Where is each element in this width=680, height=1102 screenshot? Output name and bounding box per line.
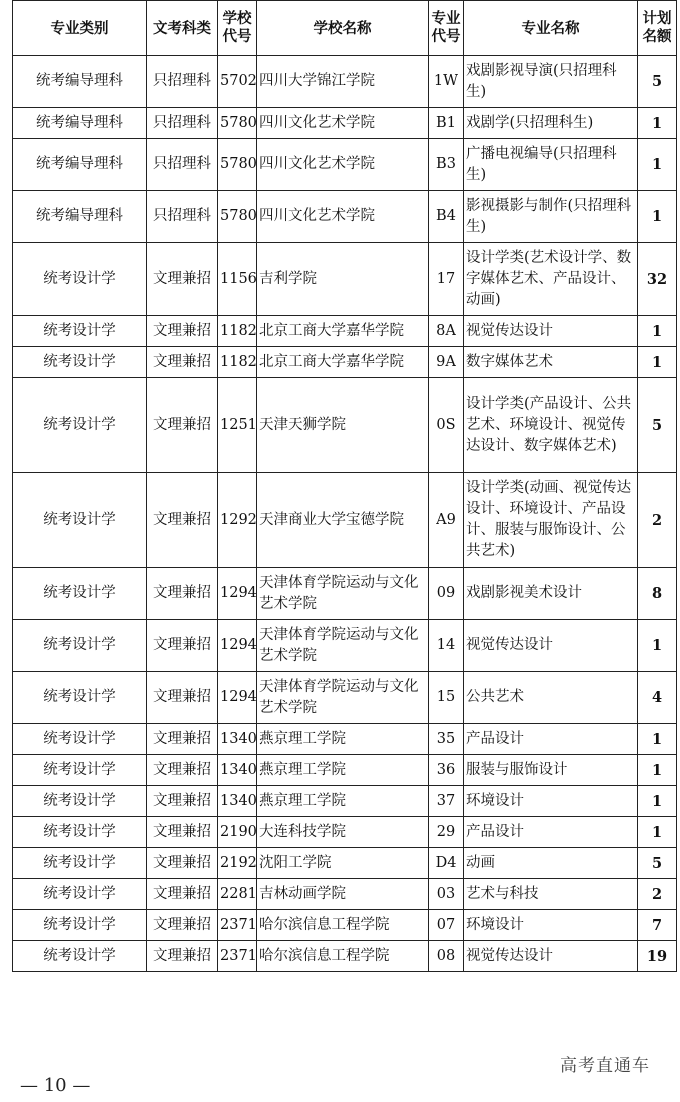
cell-category: 统考设计学 <box>13 848 147 879</box>
cell-major-code: 0S <box>429 378 464 473</box>
cell-school-name: 天津体育学院运动与文化艺术学院 <box>257 620 429 672</box>
cell-major-name: 设计学类(艺术设计学、数字媒体艺术、产品设计、动画) <box>464 243 638 316</box>
cell-school-code: 1182 <box>218 347 257 378</box>
cell-school-code: 2371 <box>218 941 257 972</box>
cell-major-code: 17 <box>429 243 464 316</box>
cell-major-name: 影视摄影与制作(只招理科生) <box>464 191 638 243</box>
page-number: — 10 — <box>20 1075 91 1096</box>
cell-school-name: 天津体育学院运动与文化艺术学院 <box>257 568 429 620</box>
cell-subject: 文理兼招 <box>147 817 218 848</box>
cell-major-name: 服装与服饰设计 <box>464 755 638 786</box>
cell-school-code: 2281 <box>218 879 257 910</box>
cell-subject: 文理兼招 <box>147 941 218 972</box>
cell-major-name: 环境设计 <box>464 786 638 817</box>
cell-subject: 只招理科 <box>147 108 218 139</box>
cell-major-code: 14 <box>429 620 464 672</box>
cell-category: 统考设计学 <box>13 879 147 910</box>
cell-subject: 文理兼招 <box>147 378 218 473</box>
table-row <box>13 378 677 473</box>
cell-quota: 5 <box>638 56 677 108</box>
table-row <box>13 108 677 139</box>
cell-category: 统考设计学 <box>13 724 147 755</box>
cell-category: 统考设计学 <box>13 941 147 972</box>
cell-major-name: 动画 <box>464 848 638 879</box>
cell-quota: 7 <box>638 910 677 941</box>
cell-major-name: 设计学类(产品设计、公共艺术、环境设计、视觉传达设计、数字媒体艺术) <box>464 378 638 473</box>
cell-school-name: 大连科技学院 <box>257 817 429 848</box>
header-category: 专业类别 <box>13 1 147 56</box>
cell-category: 统考设计学 <box>13 316 147 347</box>
cell-major-code: 36 <box>429 755 464 786</box>
cell-major-name: 产品设计 <box>464 817 638 848</box>
table-row <box>13 817 677 848</box>
cell-school-name: 北京工商大学嘉华学院 <box>257 347 429 378</box>
cell-school-name: 哈尔滨信息工程学院 <box>257 941 429 972</box>
cell-category: 统考设计学 <box>13 817 147 848</box>
cell-major-name: 视觉传达设计 <box>464 620 638 672</box>
cell-category: 统考设计学 <box>13 755 147 786</box>
cell-subject: 文理兼招 <box>147 347 218 378</box>
cell-major-code: B3 <box>429 139 464 191</box>
cell-category: 统考设计学 <box>13 786 147 817</box>
cell-category: 统考设计学 <box>13 910 147 941</box>
cell-quota: 5 <box>638 378 677 473</box>
cell-quota: 1 <box>638 139 677 191</box>
source-watermark: 高考直通车 <box>560 1056 650 1076</box>
cell-quota: 5 <box>638 848 677 879</box>
cell-school-name: 吉利学院 <box>257 243 429 316</box>
cell-category: 统考编导理科 <box>13 108 147 139</box>
cell-subject: 文理兼招 <box>147 473 218 568</box>
table-row <box>13 473 677 568</box>
table-row <box>13 724 677 755</box>
cell-quota: 19 <box>638 941 677 972</box>
cell-subject: 文理兼招 <box>147 620 218 672</box>
table-row <box>13 786 677 817</box>
cell-school-name: 四川文化艺术学院 <box>257 191 429 243</box>
cell-subject: 文理兼招 <box>147 755 218 786</box>
cell-school-code: 1294 <box>218 568 257 620</box>
cell-category: 统考设计学 <box>13 347 147 378</box>
cell-school-code: 5780 <box>218 108 257 139</box>
cell-subject: 文理兼招 <box>147 243 218 316</box>
cell-major-code: 37 <box>429 786 464 817</box>
cell-major-code: 29 <box>429 817 464 848</box>
table-row <box>13 848 677 879</box>
cell-quota: 1 <box>638 620 677 672</box>
header-subject: 文考科类 <box>147 1 218 56</box>
cell-quota: 2 <box>638 879 677 910</box>
cell-major-code: 15 <box>429 672 464 724</box>
cell-school-name: 燕京理工学院 <box>257 755 429 786</box>
cell-school-name: 燕京理工学院 <box>257 724 429 755</box>
cell-school-name: 四川文化艺术学院 <box>257 139 429 191</box>
cell-category: 统考设计学 <box>13 672 147 724</box>
cell-quota: 8 <box>638 568 677 620</box>
table-header-row <box>13 1 677 56</box>
cell-major-code: B4 <box>429 191 464 243</box>
cell-major-code: 1W <box>429 56 464 108</box>
table-row <box>13 755 677 786</box>
cell-major-name: 艺术与科技 <box>464 879 638 910</box>
cell-subject: 文理兼招 <box>147 848 218 879</box>
cell-school-code: 2371 <box>218 910 257 941</box>
cell-major-code: 08 <box>429 941 464 972</box>
cell-major-code: 35 <box>429 724 464 755</box>
cell-major-name: 视觉传达设计 <box>464 941 638 972</box>
header-quota: 计划名额 <box>638 1 677 56</box>
cell-major-name: 戏剧影视美术设计 <box>464 568 638 620</box>
cell-major-code: 07 <box>429 910 464 941</box>
table-row <box>13 139 677 191</box>
cell-major-name: 数字媒体艺术 <box>464 347 638 378</box>
cell-school-name: 天津天狮学院 <box>257 378 429 473</box>
cell-school-code: 5780 <box>218 139 257 191</box>
cell-subject: 文理兼招 <box>147 672 218 724</box>
cell-quota: 1 <box>638 191 677 243</box>
cell-school-name: 四川文化艺术学院 <box>257 108 429 139</box>
table-row <box>13 191 677 243</box>
cell-major-name: 公共艺术 <box>464 672 638 724</box>
cell-subject: 文理兼招 <box>147 879 218 910</box>
table-row <box>13 941 677 972</box>
cell-quota: 1 <box>638 755 677 786</box>
table-row <box>13 910 677 941</box>
cell-category: 统考设计学 <box>13 243 147 316</box>
cell-school-name: 天津商业大学宝德学院 <box>257 473 429 568</box>
cell-major-name: 视觉传达设计 <box>464 316 638 347</box>
cell-school-name: 吉林动画学院 <box>257 879 429 910</box>
cell-school-name: 四川大学锦江学院 <box>257 56 429 108</box>
cell-quota: 4 <box>638 672 677 724</box>
cell-subject: 文理兼招 <box>147 724 218 755</box>
cell-quota: 1 <box>638 347 677 378</box>
cell-school-code: 2192 <box>218 848 257 879</box>
cell-quota: 1 <box>638 817 677 848</box>
cell-major-name: 设计学类(动画、视觉传达设计、环境设计、产品设计、服装与服饰设计、公共艺术) <box>464 473 638 568</box>
table-row <box>13 316 677 347</box>
cell-major-name: 广播电视编导(只招理科生) <box>464 139 638 191</box>
cell-major-name: 戏剧学(只招理科生) <box>464 108 638 139</box>
cell-category: 统考编导理科 <box>13 56 147 108</box>
cell-major-code: 09 <box>429 568 464 620</box>
cell-school-code: 1156 <box>218 243 257 316</box>
table-row <box>13 672 677 724</box>
admission-plan-table <box>12 0 677 972</box>
cell-school-name: 燕京理工学院 <box>257 786 429 817</box>
table-row <box>13 620 677 672</box>
cell-major-code: D4 <box>429 848 464 879</box>
cell-school-code: 1182 <box>218 316 257 347</box>
cell-subject: 文理兼招 <box>147 910 218 941</box>
header-school-name: 学校名称 <box>257 1 429 56</box>
cell-school-code: 1294 <box>218 672 257 724</box>
cell-category: 统考编导理科 <box>13 191 147 243</box>
table-row <box>13 879 677 910</box>
cell-school-code: 5780 <box>218 191 257 243</box>
cell-major-name: 环境设计 <box>464 910 638 941</box>
cell-school-code: 1340 <box>218 755 257 786</box>
cell-category: 统考设计学 <box>13 473 147 568</box>
table-row <box>13 243 677 316</box>
table-row <box>13 568 677 620</box>
cell-quota: 1 <box>638 316 677 347</box>
cell-major-code: B1 <box>429 108 464 139</box>
cell-school-code: 2190 <box>218 817 257 848</box>
cell-major-name: 戏剧影视导演(只招理科生) <box>464 56 638 108</box>
cell-school-name: 天津体育学院运动与文化艺术学院 <box>257 672 429 724</box>
cell-subject: 只招理科 <box>147 56 218 108</box>
cell-major-code: 03 <box>429 879 464 910</box>
cell-subject: 文理兼招 <box>147 786 218 817</box>
cell-quota: 1 <box>638 108 677 139</box>
cell-school-name: 哈尔滨信息工程学院 <box>257 910 429 941</box>
cell-quota: 2 <box>638 473 677 568</box>
table-row <box>13 347 677 378</box>
cell-category: 统考编导理科 <box>13 139 147 191</box>
cell-subject: 只招理科 <box>147 191 218 243</box>
cell-subject: 文理兼招 <box>147 316 218 347</box>
cell-school-code: 1294 <box>218 620 257 672</box>
cell-quota: 32 <box>638 243 677 316</box>
cell-subject: 文理兼招 <box>147 568 218 620</box>
cell-category: 统考设计学 <box>13 568 147 620</box>
cell-school-code: 5702 <box>218 56 257 108</box>
header-major-code: 专业代号 <box>429 1 464 56</box>
header-school-code: 学校代号 <box>218 1 257 56</box>
cell-category: 统考设计学 <box>13 378 147 473</box>
table-row <box>13 56 677 108</box>
cell-school-name: 沈阳工学院 <box>257 848 429 879</box>
table-body <box>13 56 677 972</box>
cell-school-code: 1251 <box>218 378 257 473</box>
cell-school-code: 1340 <box>218 724 257 755</box>
cell-major-code: 9A <box>429 347 464 378</box>
cell-category: 统考设计学 <box>13 620 147 672</box>
cell-school-code: 1340 <box>218 786 257 817</box>
cell-major-code: 8A <box>429 316 464 347</box>
header-major-name: 专业名称 <box>464 1 638 56</box>
cell-subject: 只招理科 <box>147 139 218 191</box>
cell-quota: 1 <box>638 724 677 755</box>
cell-school-code: 1292 <box>218 473 257 568</box>
cell-quota: 1 <box>638 786 677 817</box>
cell-major-name: 产品设计 <box>464 724 638 755</box>
cell-major-code: A9 <box>429 473 464 568</box>
cell-school-name: 北京工商大学嘉华学院 <box>257 316 429 347</box>
